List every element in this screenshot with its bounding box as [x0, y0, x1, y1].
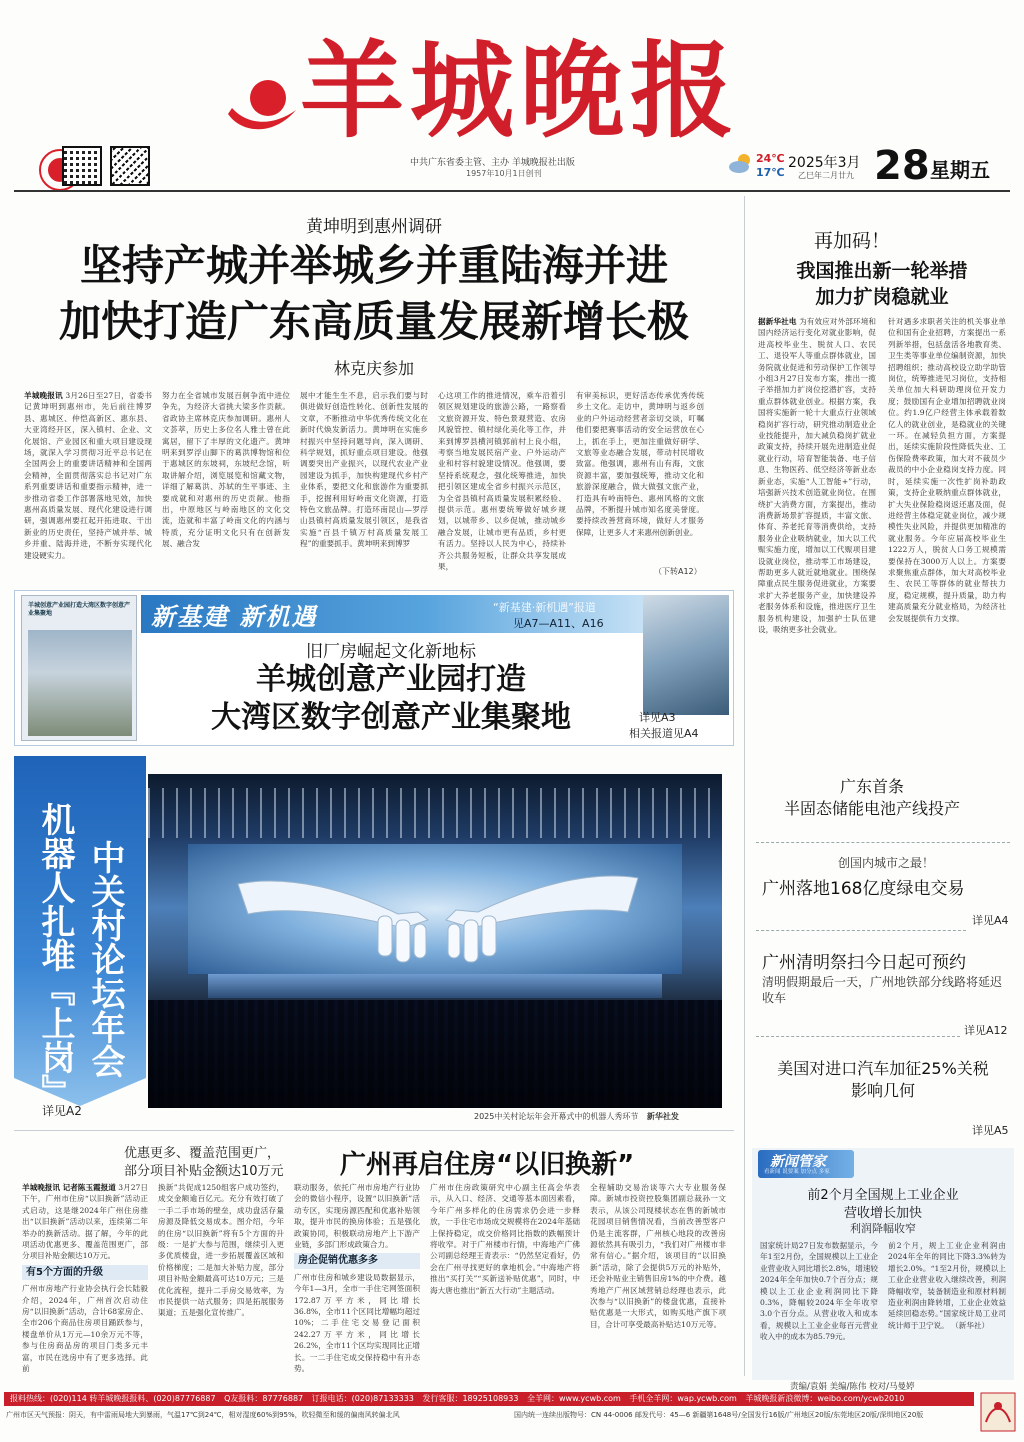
lead-story	[14, 196, 734, 586]
sidebar-3-headline: 广州清明祭扫今日起可预约	[762, 953, 966, 973]
footer-hotline[interactable]: 报料热线：(020)114 转羊城晚报报料、(020)87776887	[10, 1394, 216, 1403]
footer-weibo[interactable]: 羊城晚报新浪微博：weibo.com/ycwb2010	[745, 1394, 905, 1403]
sidebar-2-kicker: 创国内城市之最！	[838, 856, 935, 870]
sidebar-2-see: 详见A4	[972, 914, 1009, 927]
sidebar-3-see: 详见A12	[964, 1024, 1008, 1037]
infra-kicker: 旧厂房崛起文化新地标	[306, 642, 476, 662]
industry-headline-1[interactable]: 前2个月全国规上工业企业	[807, 1188, 959, 1203]
sidebar-4-see: 详见A5	[972, 1124, 1009, 1137]
infra-see-b[interactable]: 相关报道见A4	[629, 727, 699, 740]
qr-code-1[interactable]	[62, 146, 102, 186]
lead-col-2: 努力在全省城市发展百舸争流中进位争先，为经济大省挑大梁多作贡献。省政协主席林克庆参加调研。惠州人文荟萃，历史上多位名人雅士曾在此寓居，留下了丰厚的文化遗产。黄坤明来到罗浮山脚下的葛洪博物馆和位于惠城区的东坡祠，东坡纪念馆，听取讲解介绍，浏览展览和馆藏文物，详细了解葛洪、苏轼的生平事迹、主要成就和对惠州的历史贡献。他指出，中原地区与岭南地区的文化交流，造就和丰富了岭南文化的内涵与特质，充分证明文化只有在创新发展、融合发	[162, 391, 290, 549]
lead-col-5: 有审美标识，更好活态传承优秀传统乡土文化。走访中，黄坤明与返乡创业的户外运动经营者亲切交谈，叮嘱他们要把赛事活动的安全运营放在心上，抓在手上，更加注重做好研学、文旅等业态融合发展，带动村民增收致富。他强调，惠州有山有海，文旅资源丰富，要加强统筹，推动文化和旅游深度融合，做大做强文旅产业，打造具有岭南特色、惠州风格的文旅品牌，不断提升城市知名度美誉度。要持续改善营商环境，做好人才服务保障，让更多人才来惠州创新创业。	[576, 391, 704, 537]
forum-vtitle-left[interactable]: 机器人扎堆『上岗』	[35, 802, 75, 1108]
forum-caption	[474, 1111, 679, 1122]
forum-photo-truss	[148, 788, 722, 838]
footer-print: 国内统一连续出版物号：CN 44-0006 邮发代号：45—6 新疆第1648号/全国发行16版/广州地区20版/东莞地区20版/深圳地区20版	[514, 1411, 924, 1419]
industry-body-2: 前2个月，规上工业企业利润由2024年全年的同比下降3.3%转为增长2.0%。“1至2月份，规模以上工业企业营业收入继续改善，利润降幅收窄，装备制造业和原材料制造业利润由降转增，工业企业效益延续回稳态势。”国家统计局工业司统计师于卫宁说。	[888, 1241, 1006, 1330]
lead-kicker: 黄坤明到惠州调研	[306, 217, 442, 237]
forum-photo[interactable]	[148, 774, 722, 1108]
date-day: 28	[874, 143, 930, 189]
infra-headline-1[interactable]: 羊城创意产业园打造	[256, 662, 526, 697]
forum-caption-text: 2025中关村论坛年会开幕式中的机器人秀环节	[474, 1112, 639, 1121]
lead-headline-2[interactable]: 加快打造广东高质量发展新增长极	[58, 297, 689, 346]
sidebar-divider-2	[756, 930, 966, 931]
jobs-headline-1[interactable]: 我国推出新一轮举措	[796, 260, 968, 282]
infra-banner	[14, 590, 734, 746]
weather-high: 24℃	[756, 152, 785, 165]
housing-deck-1: 优惠更多、覆盖范围更广，	[124, 1146, 281, 1161]
housing-deck-2: 部分项目补贴金额达10万元	[124, 1164, 284, 1179]
infra-banner-see[interactable]: 见A7—A11、A16	[513, 617, 604, 630]
lead-body-1: 3月26日至27日，省委书记黄坤明到惠州市，先后前往博罗县、惠城区、仲恺高新区、惠东县、大亚湾经开区，深入镇村、企业、文化展馆、产业园区和重大项目建设现场，就深入学习贯彻习近平总书记在全国两会上的重要讲话精神和全国两会精神，全面贯彻落实总书记对广东系列重要讲话和重要指示精神，进一步推动省委工作部署落地见效，加快惠州高质量发展、现代化建设进行调研，强调惠州要扛起开拓进取、干出新业的历史责任，坚持产城并举、城乡并重、陆海并进，不断夯实现代化建设硬实力。	[24, 391, 152, 560]
forum-photo-audience	[148, 1000, 722, 1108]
housing-body-1: 3月27日下午，广州市住房“以旧换新”活动正式启动，这是继2024年广州住房推出“以旧换新”活动以来，连续第二年举办的换新活动。据了解，今年的此项活动优惠更多、覆盖范围更广，部分项目补贴金额达10万元。	[22, 1183, 148, 1261]
infra-thumbnail-photo	[28, 630, 132, 736]
masthead-founded: 1957年10月1日创刊	[466, 169, 542, 178]
housing-subhead-1: 有5个方面的升级	[22, 1265, 148, 1280]
industry-logo-sub: 看新闻 说要案 加分点 多家	[764, 1169, 830, 1175]
infra-banner-title: 新基建 新机遇	[151, 603, 318, 631]
forum-photo-stage	[208, 974, 662, 998]
footer-weather: 广州市区天气预报：阴天，有中雷雨局地大到暴雨，气温17℃到24℃，相对湿度60%到95%，吹轻微至和缓的偏南风转偏北风	[6, 1411, 400, 1419]
masthead	[0, 0, 1024, 190]
lead-col-1	[24, 390, 152, 576]
housing-body-2: 广州市房地产行业协会执行会长陆毅介绍，2024年，广州首次启动住房“以旧换新”活动，合计68家房企、全市206个商品住房项目踊跃参与，楼盘单价从1万元—10余万元不等，参与住房商品房的项目门类多元丰富，市民在选房中有了更多选择。此前	[22, 1284, 148, 1374]
infra-thumbnail[interactable]	[21, 595, 137, 741]
date-lunar: 乙巳年二月廿九	[798, 171, 854, 180]
housing-col-5: 全程辅助交易治谈等六大专业服务保障。新城市投资控股集团副总裁孙一文表示，从该公司现楼状态在售的新城市花园项目销售情况看，当前改善型客户仍是主流客群，广州核心地段的改善房源依然具有吸引力，“我们对广州楼市非常有信心。”据介绍，该项目的“以旧换新”活动，除了会提供5万元的补贴外，还会补贴业主销售旧房1%的中介费。越秀地产广州区域营销总经理也表示，此次参与“以旧换新”的楼盘优惠，直接补贴优惠是一大形式，如购买地产旗下项目，合计可享受最高补贴达10万元等。	[590, 1183, 726, 1329]
housing-body-4: 联动服务，依托广州市房地产行业协会的微信小程序，设置“以旧换新”活动专区，实现房源匹配和优惠补贴领取，提升市民的换房体验；五是强化政策协同，积极联动房地产上下游产业链，多部门形成政策合力。	[294, 1183, 420, 1250]
industry-credit: （新华社）	[951, 1320, 990, 1330]
cloud-sun-icon	[728, 152, 754, 174]
forum-vtitle-right[interactable]: 中关村论坛年会	[85, 840, 125, 1078]
date-weekday: 星期五	[930, 158, 990, 182]
sidebar-2-headline: 广州落地168亿度绿电交易	[762, 879, 965, 899]
housing-col-3	[294, 1182, 420, 1380]
jobs-col-1	[758, 316, 876, 746]
forum-story	[14, 756, 734, 1126]
masthead-swoosh-icon	[222, 64, 302, 144]
infra-see-a[interactable]: 详见A3	[639, 711, 676, 724]
industry-sub: 利润降幅收窄	[850, 1222, 916, 1235]
infra-building-photo	[643, 595, 729, 715]
sidebar-1-headline-2: 半固态储能电池产线投产	[783, 799, 960, 818]
industry-story	[752, 1148, 1014, 1380]
infra-headline-2[interactable]: 大湾区数字创意产业集聚地	[211, 700, 571, 735]
sidebar-4-headline-2: 影响几何	[850, 1081, 915, 1100]
industry-headline-2[interactable]: 营收增长加快	[843, 1206, 922, 1221]
housing-col-2: 换新”共促成1250组客户成功签约，成交金额逾百亿元。充分有效打破了一手二手市场的壁垒，成功盘活存量房源及降低交易成本。图介绍，今年的住房“以旧换新”将有5个方面的升级：一是扩大参与范围，继续引入更多优质楼盘，进一步拓展覆盖区域和价格梯度；二是加大补贴力度，部分项目补贴金额最高可达10万元；三是优化流程，提升二手房交易效率，为市民提供一站式服务；四是拓展服务渠道；五是强化宣传推广。	[158, 1183, 284, 1318]
footer-circ[interactable]: 发行客服：18925108933	[422, 1394, 519, 1403]
housing-byline: 羊城晚报讯 记者陈玉霞报道	[22, 1183, 116, 1192]
infra-banner-tag: “新基建·新机遇”报道	[493, 601, 596, 614]
infra-thumbnail-title: 羊城创意产业园打造大湾区数字创意产业集聚地	[28, 602, 131, 617]
jobs-byline: 据新华社电	[758, 317, 797, 326]
sidebar-4-headline-1: 美国对进口汽车加征25%关税	[777, 1059, 989, 1078]
industry-col-1: 国家统计局27日发布数据显示，今年1至2月份，全国规模以上工业企业营业收入同比增长2.8%，增速较2024年全年加快0.7个百分点；规模以上工业企业利润同比下降0.3%，降幅较2024年全年收窄3.0个百分点。从营业收入和成本看，规模以上工业企业每百元营业收入中的成本为85.79元。	[760, 1241, 878, 1342]
jobs-headline-2[interactable]: 加力扩岗稳就业	[815, 286, 949, 308]
sidebar-item-2[interactable]	[752, 846, 1014, 926]
lead-col-4: 心这项工作的推进情况，乘车沿着引领区规划建设的旅游公路，一路察看文旅资源开发、特色景观营造、农房风貌管控、镇村绿化美化等工作，并来到博罗县横河镇郭前村上良小组，考察当地发展民宿产业、户外运动产业和村容村貌建设情况。他强调，要坚持系统观念，强化统筹推进，加快把引领区建成全省乡村振兴示范区，为全省县镇村高质量发展积累经验、提供示范。惠州要统筹做好城乡规划，以城带乡、以乡促城，推动城乡融合发展，让城市更有品质，乡村更有活力。坚持以人民为中心，持续补齐公共服务短板，让群众共享发展成果，	[438, 391, 566, 572]
footer-qq[interactable]: Q友报料：87776887	[224, 1394, 304, 1403]
footer-bar	[4, 1392, 974, 1406]
sidebar-item-3[interactable]	[752, 934, 1014, 1037]
housing-top-rule	[14, 1130, 734, 1131]
forum-see[interactable]: 详见A2	[42, 1104, 82, 1118]
sidebar-item-1[interactable]	[752, 766, 1014, 840]
housing-col-1	[22, 1182, 148, 1380]
masthead-publisher: 中共广东省委主管、主办 羊城晚报社出版	[410, 158, 575, 168]
weather-low: 17℃	[756, 166, 785, 179]
lead-col-3: 展中才能生生不息，启示我们要与时俱进做好创造性转化、创新性发展的文章，不断推动中华优秀传统文化在新时代焕发新活力。黄坤明在实施乡村振兴中坚持问题导向，深入调研、科学规划，抓好重点项目建设。他强调要突出产业振兴，以现代农业产业园建设为抓手，加快构建现代乡村产业体系，要把文化和旅游作为重要抓手，挖掘利用好岭南文化资源，打造特色文旅品牌。打造环南昆山—罗浮山县镇村高质量发展引领区，是我省实施“百县千镇万村高质量发展工程”的重要抓手。黄坤明来到博罗	[300, 391, 428, 549]
lead-sub: 林克庆参加	[333, 359, 414, 378]
sidebar-briefs	[752, 760, 1014, 1140]
sidebar-divider-1	[756, 842, 1010, 843]
industry-logo: 新闻管家	[770, 1154, 826, 1170]
lead-headline-1[interactable]: 坚持产城并举城乡并重陆海并进	[79, 241, 668, 290]
footer-ad[interactable]: 订报电话：(020)87133333	[311, 1394, 414, 1403]
qr-code-2[interactable]	[110, 146, 150, 186]
forum-credit: 新华社发	[646, 1112, 679, 1121]
footer-web[interactable]: 全羊网：www.ycwb.com	[527, 1394, 621, 1403]
jobs-body-1: 为有效应对外部环境和国内经济运行变化对就业影响，促进高校毕业生、脱贫人口、农民工、退役军人等重点群体就业，国务院就业促进和劳动保护工作领导小组3月27日发布方案，推出一揽子举措加力扩岗位挖潜扩容，支持重点群体就业创业。根据方案，我国将实施新一轮十大重点行业领域稳岗扩容行动，研究推动制造业企业技能提升，加大减负稳岗扩就业政策支持，持续开展先进制造业促就业行动，培育智能装备、电子信息、生物医药、低空经济等新业态新业态，实施“人工智能+”行动，培强新兴技术创造就业岗位。在围绕扩大消费方面，方案提出，推动消费新场景扩容提质，丰富文旅、体育、养老托育等消费供给，支持服务业企业吸纳就业，加大以工代赈实施力度，增加以工代赈项目建设就业岗位，推动零工市场建设，帮助更多人就近就地就业。围绕保障重点民生服务促进就业，方案要求扩大养老服务产业，加快建设养老服务体系和设施，推进医疗卫生服务机构建设，加强护士队伍建设，吸纳更多社会就业。	[758, 317, 876, 634]
robot-hands-icon	[228, 854, 648, 974]
industry-logo-badge	[758, 1150, 854, 1178]
editors-line: 责编/袁娟 美编/陈伟 校对/马曼婷	[790, 1382, 915, 1392]
housing-story	[14, 1136, 734, 1384]
lead-byline: 羊城晚报讯	[24, 391, 63, 400]
jobs-story	[752, 196, 1012, 756]
date-year-month: 2025年3月	[788, 155, 861, 171]
industry-col-2	[888, 1240, 1006, 1352]
sidebar-3-deck: 清明假期最后一天，广州地铁部分线路将延迟收车	[762, 975, 1003, 1005]
housing-subhead-2: 房企促销优惠多多	[294, 1253, 420, 1268]
jobs-kicker: 再加码！	[813, 230, 890, 252]
sidebar-1-headline-1: 广东首条	[839, 777, 904, 796]
right-column-divider	[744, 196, 745, 1376]
housing-col-4: 广州市住房政策研究中心副主任高会华表示，从入口、经济、交通等基本面因素看，今年广州多样化的住房需求仍会进一步释放，一手住宅市场成交规模将在2024年基础上保持稳定，成交价格同比指数的跌幅预计将收窄。对于广州楼市行情，中海地产广佛公司副总经理王青表示：“仍然坚定看好，仍会在广州寻找更好的拿地机会。”中海地产将推出“买打关”“买新送补贴优惠”，同时，中海大唐也推出“新五大行动”主题活动。	[430, 1183, 580, 1295]
sidebar-divider-3	[756, 1036, 960, 1037]
masthead-name: 羊城晚报	[300, 29, 741, 152]
footer-emblem-icon	[980, 1392, 1016, 1432]
masthead-rule	[14, 190, 1010, 192]
jobs-col-2: 针对遇多求职者关注的机关事业单位和国有企业招聘，方案提出一系列新举措，包括盘活各地教育类、卫生类等事业单位编制资源，加快招聘组织；推动高校设立助学助管岗位，统筹推进见习岗位，支持相关单位加大科研助理岗位开发力度；鼓励国有企业增加招聘就业岗位。约1.9亿户经营主体承载着数亿人的就业创业，是稳就业的关键一环。在减轻负担方面，方案提出，延续实施阶段性降低失业、工伤保险费率政策，加大对不裁员少裁员的中小企业稳岗支持力度。同时，延续实施一次性扩岗补助政策，支持企业吸纳重点群体就业，扩大失业保险稳岗返还惠及面，促进经营主体稳定就业岗位，减少规模性失业风险，并提供更加精准的就业服务。今年应届高校毕业生1222万人，脱贫人口务工规模需要保持在3000万人以上。方案要求聚焦重点群体，加大对高校毕业生、农民工等群体的就业帮扶力度，稳定规模，提升质量，助力构建高质量充分就业格局，为经济社会发展提供有力支撑。	[888, 317, 1006, 623]
housing-headline[interactable]: 广州再启住房“以旧换新”	[340, 1150, 635, 1180]
housing-body-5: 广州市住房和城乡建设局数据显示，今年1—3月，全市一手住宅网签面积172.87万平方米，同比增长36.8%，全市11个区同比增幅均超过10%；二手住宅交易登记面积242.27万平方米，同比增长26.2%，全市11个区均实现同比正增长。一二手住宅成交保持稳中有升态势。	[294, 1272, 420, 1374]
lead-continued[interactable]: （下转A12）	[654, 567, 702, 576]
sidebar-item-4[interactable]	[752, 1040, 1014, 1136]
footer-mweb[interactable]: 手机全羊网：wap.ycwb.com	[629, 1394, 737, 1403]
